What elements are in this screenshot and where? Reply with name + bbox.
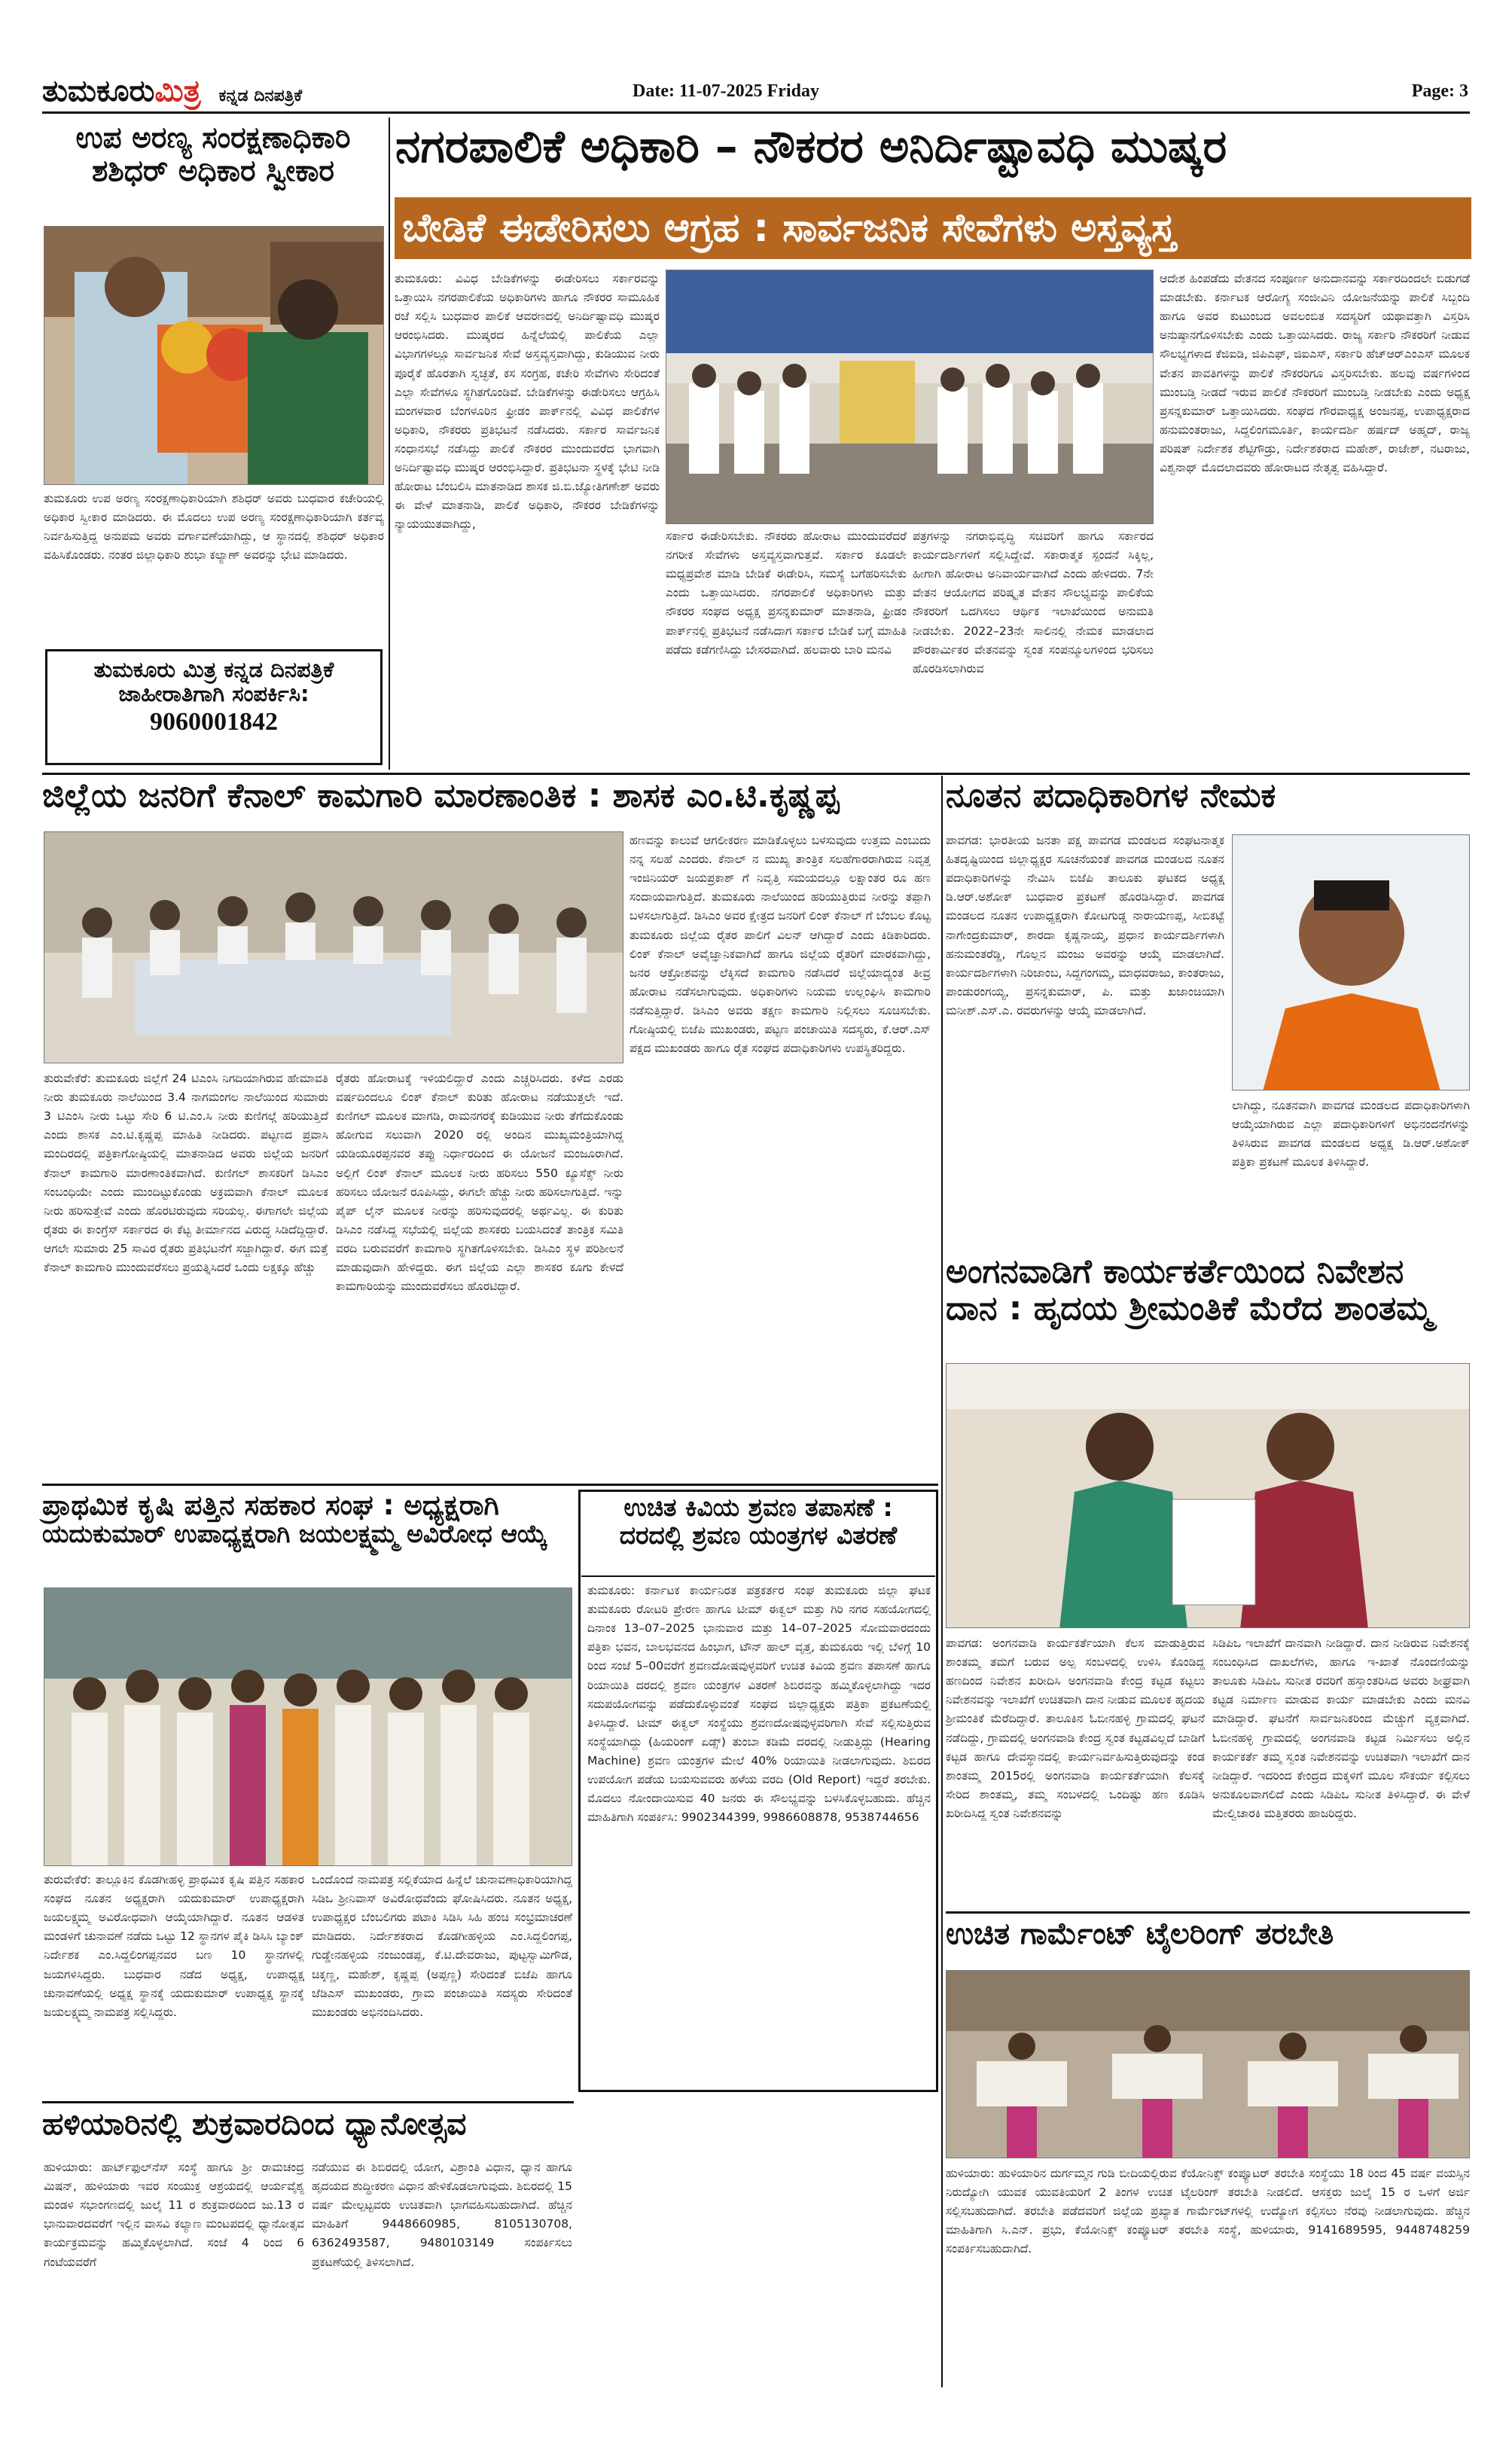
masthead-date: Date: 11-07-2025 Friday — [633, 81, 819, 101]
article1-headline-line2: ಶಶಿಧರ್ ಅಧಿಕಾರ ಸ್ವೀಕಾರ — [91, 154, 335, 188]
article2-col3: ಪತ್ರಗಳನ್ನು ನಗರಾಭಿವೃದ್ಧಿ ಸಚಿವರಿಗೆ ಹಾಗೂ ಸರ್ಕಾರದ ಕಾರ್ಯದರ್ಶಿಗಳಿಗೆ ಸಲ್ಲಿಸಿದ್ದೇವೆ. ಸಕಾರಾತ್ಮಕ ಸ್ಪಂದನೆ ಸಿಕ್ಕಿಲ್ಲ, ಹೀಗಾಗಿ ಹೋರಾಟ ಅನಿವಾರ್ಯವಾಗಿದೆ ಎಂದು ಹೇಳಿದರು. 7ನೇ ವೇತನ ಆಯೋಗದ ಪರಿಷ್ಕೃತ ವೇತನ ಸೌಲಭ್ಯವನ್ನು ಪಾಲಿಕೆಯ ನೌಕರರಿಗೆ ಒದಗಿಸಲು ಆರ್ಥಿಕ ಇಲಾಖೆಯಿಂದ ಅನುಮತಿ ನೀಡಬೇಕು. 2022–23ನೇ ಸಾಲಿನಲ್ಲಿ ನೇಮಕ ಮಾಡಲಾದ ಪೌರಕಾರ್ಮಿಕರ ವೇತನವನ್ನು ಸ್ವಂತ ಸಂಪನ್ಮೂಲಗಳಿಂದ ಭರಿಸಲು ಹೊರಡಿಸಲಾಗಿರುವ — [913, 529, 1154, 676]
article7-headline — [581, 1494, 935, 1572]
masthead-rule — [42, 111, 1470, 114]
article1-photo — [44, 226, 384, 485]
article2-col4: ಆದೇಶ ಹಿಂಪಡೆದು ವೇತನದ ಸಂಪೂರ್ಣ ಅನುದಾನವನ್ನು ಸರ್ಕಾರದಿಂದಲೇ ಬಿಡುಗಡೆ ಮಾಡಬೇಕು. ಕರ್ನಾಟಕ ಆರೋಗ್ಯ ಸಂಜೀವಿನಿ ಯೋಜನೆಯನ್ನು ಪಾಲಿಕೆ ಸಿಬ್ಬಂದಿ ಹಾಗೂ ಅವರ ಕುಟುಂಬದ ಅವಲಂಬಿತ ಸದಸ್ಯರಿಗೆ ಯಥಾವತ್ತಾಗಿ ವಿಸ್ತರಿಸಿ ಅನುಷ್ಠಾನಗೊಳಿಸಬೇಕು ಎಂದು ಒತ್ತಾಯಿಸಿದರು. ರಾಜ್ಯ ಸರ್ಕಾರಿ ನೌಕರರಿಗೆ ನೀಡುವ ಸೌಲಭ್ಯಗಳಾದ ಕೆಜಿಐಡಿ, ಜಿಪಿಎಫ್, ಜಿಐಎಸ್, ಸರ್ಕಾರಿ ಹೆಚ್‌ಆರ್‌ಎಂಎಸ್ ಮೂಲಕ ವೇತನ ಪಾವತಿಗಳನ್ನು ಪಾಲಿಕೆ ನೌಕರರಿಗೂ ವಿಸ್ತರಿಸಬೇಕು. ಹಲವು ವರ್ಷಗಳಿಂದ ಮುಂಬಡ್ತಿ ನೀಡದೆ ಇರುವ ಪಾಲಿಕೆ ನೌಕರರಿಗೆ ಮುಂಬಡ್ತಿ ನೀಡಬೇಕು ಎಂದು ಅಧ್ಯಕ್ಷ ಪ್ರಸನ್ನಕುಮಾರ್ ಒತ್ತಾಯಿಸಿದರು. ಸಂಘದ ಗೌರವಾಧ್ಯಕ್ಷ ಅಂಜನಪ್ಪ, ಉಪಾಧ್ಯಕ್ಷರಾದ ಹನುಮಂತರಾಜು, ಸಿದ್ದಲಿಂಗಮೂರ್ತಿ, ಕಾರ್ಯದರ್ಶಿ ಹರ್ಷದ್ ಅಹ್ಮದ್, ರಾಜ್ಯ ಪರಿಷತ್ ನಿರ್ದೇಶಕ ಶೆಟ್ಟಿಗೌಡ್ರು, ನಿರ್ದೇಶಕರಾದ ಮಹೇಶ್, ರಾಜೇಶ್, ನಟರಾಜು, ವಿಶ್ವನಾಥ್ ಮೊದಲಾದವರು ಹೋರಾಟದ ನೇತೃತ್ವ ವಹಿಸಿದ್ದಾರೆ. — [1160, 272, 1470, 475]
article4-body-top: ಪಾವಗಡ: ಭಾರತೀಯ ಜನತಾ ಪಕ್ಷ ಪಾವಗಡ ಮಂಡಲದ ಸಂಘಟನಾತ್ಮಕ ಹಿತದೃಷ್ಟಿಯಿಂದ ಜಿಲ್ಲಾಧ್ಯಕ್ಷರ ಸೂಚನೆಯಂತೆ ಪಾವಗಡ ಮಂಡಲದ ನೂತನ ಪದಾಧಿಕಾರಿಗಳನ್ನು ನೇಮಿಸಿ ಬಿಜೆಪಿ ತಾಲೂಕು ಘಟಕದ ಅಧ್ಯಕ್ಷ ಡಿ.ಆರ್.ಅಶೋಕ್ ಬುಧವಾರ ಪ್ರಕಟಣೆ ಹೊರಡಿಸಿದ್ದಾರೆ. ಪಾವಗಡ ಮಂಡಲದ ನೂತನ ಉಪಾಧ್ಯಕ್ಷರಾಗಿ ಕೋಟಗುಡ್ಡ ನಾರಾಯಣಪ್ಪ, ಸೀಬಿಕಟ್ಟೆ ನಾಗೇಂದ್ರಕುಮಾರ್, ಶಾರದಾ ಕೃಷ್ಣನಾಯ್ಕ, ಪ್ರಧಾನ ಕಾರ್ಯದರ್ಶಿಗಳಾಗಿ ಹನುಮಂತರೆಡ್ಡಿ, ಗೊಲ್ಲನ ಮಂಜು ಅವರನ್ನು ಆಯ್ಕೆ ಮಾಡಲಾಗಿದೆ. ಕಾರ್ಯದರ್ಶಿಗಳಾಗಿ ನಿರಿಜಾಂಬ, ಸಿದ್ದಗಂಗಮ್ಮ, ಮಾಧವರಾಜು, ಕಾಂತರಾಜು, ಪಾಂಡುರಂಗಯ್ಯ, ಪ್ರಸನ್ನಕುಮಾರ್, ಪಿ. ಮತ್ತು ಖಜಾಂಚಿಯಾಗಿ ಮನೀಶ್.ಎಸ್.ಎ. ರವರುಗಳನ್ನು ಆಯ್ಕೆ ಮಾಡಲಾಗಿದೆ. — [946, 834, 1224, 1017]
section-rule-3 — [42, 2101, 574, 2103]
masthead-page-number: Page: 3 — [1411, 81, 1468, 101]
article6-headline — [42, 1490, 577, 1580]
article3-col3: ಹಣವನ್ನು ಕಾಲುವೆ ಆಗಲೀಕರಣ ಮಾಡಿಕೊಳ್ಳಲು ಬಳಸುವುದು ಉತ್ತಮ ಎಂಬುದು ನನ್ನ ಸಲಹೆ ಎಂದರು. ಕೆನಾಲ್ ನ ಮುಖ್ಯ ತಾಂತ್ರಿಕ ಸಲಹೆಗಾರರಾಗಿರುವ ನಿವೃತ್ತ ಇಂಜಿನಿಯರ್ ಜಯಪ್ರಕಾಶ್ ಗೆ ನಿವೃತ್ತಿ ಸಮಯದಲ್ಲೂ ಲಕ್ಷಾಂತರ ರೂ ಹಣ ಸಂದಾಯವಾಗುತ್ತಿದೆ. ತುಮಕೂರು ನಾಲೆಯಿಂದ ಹರಿಯುತ್ತಿರುವ ನೀರನ್ನು ತಪ್ಪಾಗಿ ಬಳಸಲಾಗುತ್ತಿದೆ. ಡಿಸಿಎಂ ಅವರ ಕ್ಷೇತ್ರದ ಜನರಿಗೆ ಲಿಂಕ್ ಕೆನಾಲ್ ಗೆ ಬೆಂಬಲ ಕೊಟ್ಟ ತುಮಕೂರು ಜಿಲ್ಲೆಯ ರೈತರ ಪಾಲಿಗೆ ವಿಲನ್ ಆಗಿದ್ದಾರೆ ಎಂದು ಕಿಡಿಕಾರಿದರು. ಲಿಂಕ್ ಕೆನಾಲ್ ಅವೈಜ್ಞಾನಿಕವಾಗಿದೆ ಹಾಗೂ ಜಿಲ್ಲೆಯ ರೈತರಿಗೆ ಮಾರಕವಾಗಿದ್ದು, ಜನರ ಆಕ್ರೋಶವನ್ನು ಲೆಕ್ಕಿಸದೆ ಕಾಮಗಾರಿ ನಡೆಸಿದರೆ ಜಿಲ್ಲೆಯಾದ್ಯಂತ ತೀವ್ರ ಹೋರಾಟ ನಡೆಸಲಾಗುವುದು. ಅಧಿಕಾರಿಗಳು ನಿಯಮ ಉಲ್ಲಂಘಿಸಿ ಕಾಮಗಾರಿ ನಡೆಸುತ್ತಿದ್ದಾರೆ. ಡಿಸಿಎಂ ಅವರು ತಕ್ಷಣ ಕಾಮಗಾರಿ ನಿಲ್ಲಿಸಲು ಸೂಚಿಸಬೇಕು. ಗೋಷ್ಠಿಯಲ್ಲಿ ಬಿಜೆಪಿ ಮುಖಂಡರು, ಪಟ್ಟಣ ಪಂಚಾಯಿತಿ ಸದಸ್ಯರು, ಕೆ.ಆರ್.ಎಸ್ ಪಕ್ಷದ ಮುಖಂಡರು ಹಾಗೂ ರೈತ ಸಂಘದ ಪದಾಧಿಕಾರಿಗಳು ಉಪಸ್ಥಿತರಿದ್ದರು. — [629, 834, 931, 1056]
article7-headline-line1: ಉಚಿತ ಕಿವಿಯ ಶ್ರವಣ ತಪಾಸಣೆ : — [623, 1493, 893, 1522]
article7-body: ತುಮಕೂರು: ಕರ್ನಾಟಕ ಕಾರ್ಯನಿರತ ಪತ್ರಕರ್ತರ ಸಂಘ ತುಮಕೂರು ಜಿಲ್ಲಾ ಘಟಕ ತುಮಕೂರು ರೋಟರಿ ಪ್ರೇರಣ ಹಾಗೂ ಟೀಮ್ ಈಕ್ವಲ್ ಮತ್ತು ಗಿರಿ ನಗರ ಸಹಯೋಗದಲ್ಲಿ ದಿನಾಂಕ 13–07–2025 ಭಾನುವಾರ ಮತ್ತು 14–07–2025 ಸೋಮವಾರದಂದು ಪತ್ರಿಕಾ ಭವನ, ಬಾಲಭವನದ ಹಿಂಭಾಗ, ಟೌನ್ ಹಾಲ್ ವೃತ್ತ, ತುಮಕೂರು ಇಲ್ಲಿ ಬೆಳಿಗ್ಗೆ 10 ರಿಂದ ಸಂಜೆ 5–00ವರೆಗೆ ಶ್ರವಣದೋಷವುಳ್ಳವರಿಗೆ ಉಚಿತ ಕಿವಿಯ ಶ್ರವಣ ತಪಾಸಣೆ ಹಾಗೂ ರಿಯಾಯಿತಿ ದರದಲ್ಲಿ ಶ್ರವಣ ಯಂತ್ರಗಳ ವಿತರಣೆ ಶಿಬಿರವನ್ನು ಹಮ್ಮಿಕೊಳ್ಳಲಾಗಿದ್ದು ಇದರ ಸದುಪಯೋಗವನ್ನು ಪಡೆದುಕೊಳ್ಳುವಂತೆ ಸಂಘದ ಜಿಲ್ಲಾಧ್ಯಕ್ಷರು ಪತ್ರಿಕಾ ಪ್ರಕಟಣೆಯಲ್ಲಿ ತಿಳಿಸಿದ್ದಾರೆ. ಟೀಮ್ ಈಕ್ವಲ್ ಸಂಸ್ಥೆಯು ಶ್ರವಣದೋಷವುಳ್ಳವರಿಗಾಗಿ ಸೇವೆ ಸಲ್ಲಿಸುತ್ತಿರುವ ಸಂಸ್ಥೆಯಾಗಿದ್ದು (ಹಿಯರಿಂಗ್ ಏಡ್ಸ್) ತುಂಬಾ ಕಡಿಮೆ ದರದಲ್ಲಿ ನೀಡುತ್ತಿದ್ದು (Hearing Machine) ಶ್ರವಣ ಯಂತ್ರಗಳ ಮೇಲೆ 40% ರಿಯಾಯಿತಿ ನೀಡಲಾಗುವುದು. ಶಿಬಿರದ ಉಪಯೋಗ ಪಡೆಯ ಬಯಸುವವರು ಹಳೆಯ ವರದಿ (Old Report) ಇದ್ದರೆ ತರಬೇಕು. ಮೊದಲು ನೋಂದಾಯಿಸುವ 40 ಜನರು ಈ ಸೌಲಭ್ಯವನ್ನು ಬಳಸಿಕೊಳ್ಳಬಹುದು. ಹೆಚ್ಚಿನ ಮಾಹಿತಿಗಾಗಿ ಸಂಪರ್ಕಿಸಿ: 9902344399, 9986608878, 9538744656 — [587, 1584, 931, 1825]
article3-col1: ತುರುವೇಕೆರೆ: ತುಮಕೂರು ಜಿಲ್ಲೆಗೆ 24 ಟಿಎಂಸಿ ನಿಗದಿಯಾಗಿರುವ ಹೇಮಾವತಿ ನೀರು ತುಮಕೂರು ನಾಲೆಯಿಂದ 3.4 ನಾಗಮಂಗಲ ನಾಲೆಯಿಂದ ಸುಮಾರು 3 ಟಿಎಂಸಿ ನೀರು ಒಟ್ಟು ಸೇರಿ 6 ಟಿ.ಎಂ.ಸಿ ನೀರು ಕುಣಿಗಲ್ಗೆ ಹರಿಯುತ್ತಿದೆ ಎಂದು ಶಾಸಕ ಎಂ.ಟಿ.ಕೃಷ್ಣಪ್ಪ ಮಾಹಿತಿ ನೀಡಿದರು. ಪಟ್ಟಣದ ಪ್ರವಾಸಿ ಮಂದಿರದಲ್ಲಿ ಪತ್ರಿಕಾಗೋಷ್ಠಿಯಲ್ಲಿ ಮಾತನಾಡಿದ ಅವರು ಜಿಲ್ಲೆಯ ಜನರಿಗೆ ಕೆನಾಲ್ ಕಾಮಗಾರಿ ಮಾರಣಾಂತಿಕವಾಗಿದೆ. ಕುಣಿಗಲ್ ಶಾಸಕರಿಗೆ ಡಿಸಿಎಂ ಸಂಬಂಧಿಯೇ ಎಂದು ಮುಂದಿಟ್ಟುಕೊಂಡು ಅಕ್ರಮವಾಗಿ ಕೆನಾಲ್ ಮೂಲಕ ನೀರು ಹರಿಸುತ್ತೇವೆ ಎಂದು ಹೊರಟಿರುವುದು ಸರಿಯಲ್ಲ. ಈಗಾಗಲೇ ಜಿಲ್ಲೆಯ ರೈತರು ಈ ಕಾಂಗ್ರೆಸ್ ಸರ್ಕಾರದ ಈ ಕೆಟ್ಟ ತೀರ್ಮಾನದ ವಿರುದ್ಧ ಸಿಡಿದೆದ್ದಿದ್ದಾರೆ. ಆಗಲೇ ಸುಮಾರು 25 ಸಾವಿರ ರೈತರು ಪ್ರತಿಭಟನೆಗೆ ಸಜ್ಜಾಗಿದ್ದಾರೆ. ಈಗ ಮತ್ತೆ ಕೆನಾಲ್ ಕಾಮಗಾರಿ ಮುಂದುವರೆಸಲು ಪ್ರಯತ್ನಿಸಿದರೆ ಒಂದು ಲಕ್ಷಕ್ಕೂ ಹೆಚ್ಚು — [44, 1072, 328, 1275]
section-rule-1 — [42, 773, 1470, 775]
article5-headline — [946, 1253, 1473, 1359]
section-rule-4 — [946, 1911, 1470, 1914]
article2-photo — [666, 270, 1154, 524]
article2-headline: ನಗರಪಾಲಿಕೆ ಅಧಿಕಾರಿ – ನೌಕರರ ಅನಿರ್ದಿಷ್ಟಾವಧಿ ಮುಷ್ಕರ — [395, 120, 1227, 173]
article8-col1: ಹುಳಿಯಾರು: ಹಾರ್ಟ್‌ಫುಲ್‌ನೆಸ್ ಸಂಸ್ಥೆ ಹಾಗೂ ಶ್ರೀ ರಾಮಚಂದ್ರ ಮಿಷನ್, ಹುಳಿಯಾರು ಇವರ ಸಂಯುಕ್ತ ಆಶ್ರಯದಲ್ಲಿ ಆರ್ಯವೈಶ್ಯ ಮಂಡಳಿ ಸಭಾಂಗಣದಲ್ಲಿ ಜುಲೈ 11 ರ ಶುಕ್ರವಾರದಿಂದ ಜು.13 ರ ಭಾನುವಾರದವರೆಗೆ ಇಲ್ಲಿನ ವಾಸವಿ ಕಲ್ಯಾಣ ಮಂಟಪದಲ್ಲಿ ಧ್ಯಾನೋತ್ಸವ ಕಾರ್ಯಕ್ರಮವನ್ನು ಹಮ್ಮಿಕೊಳ್ಳಲಾಗಿದೆ. ಸಂಜೆ 4 ರಿಂದ 6 ಗಂಟೆಯವರೆಗೆ — [44, 2161, 304, 2269]
column-separator — [941, 776, 943, 2387]
ad-box-line2: ಜಾಹೀರಾತಿಗಾಗಿ ಸಂಪರ್ಕಿಸಿ: — [118, 681, 309, 707]
article2-col1: ತುಮಕೂರು: ವಿವಿಧ ಬೇಡಿಕೆಗಳನ್ನು ಈಡೇರಿಸಲು ಸರ್ಕಾರವನ್ನು ಒತ್ತಾಯಿಸಿ ನಗರಪಾಲಿಕೆಯ ಅಧಿಕಾರಿಗಳು ಹಾಗೂ ನೌಕರರ ಸಾಮೂಹಿಕ ರಜೆ ಸಲ್ಲಿಸಿ ಬುಧವಾರ ಪಾಲಿಕೆ ಆವರಣದಲ್ಲಿ ಅನಿರ್ದಿಷ್ಟಾವಧಿ ಮುಷ್ಕರ ಆರಂಭಿಸಿದರು. ಮುಷ್ಕರದ ಹಿನ್ನೆಲೆಯಲ್ಲಿ ಪಾಲಿಕೆಯ ಎಲ್ಲಾ ವಿಭಾಗಗಳಲ್ಲೂ ಸಾರ್ವಜನಿಕ ಸೇವೆ ಅಸ್ತವ್ಯಸ್ತವಾಗಿದ್ದು, ಕುಡಿಯುವ ನೀರು ಪೂರೈಕೆ ಹೊರತಾಗಿ ಸ್ವಚ್ಛತೆ, ಕಸ ಸಂಗ್ರಹ, ಕಚೇರಿ ಸೇವೆಗಳು ಸೇರಿದಂತೆ ಎಲ್ಲಾ ಸೇವೆಗಳೂ ಸ್ಥಗಿತಗೊಂಡಿವೆ. ಬೇಡಿಕೆಗಳನ್ನು ಈಡೇರಿಸಲು ಆಗ್ರಹಿಸಿ ಮಂಗಳವಾರ ಬೆಂಗಳೂರಿನ ಫ್ರೀಡಂ ಪಾರ್ಕ್‌ನಲ್ಲಿ ವಿವಿಧ ಪಾಲಿಕೆಗಳ ಅಧಿಕಾರಿ, ನೌಕರರು ಪ್ರತಿಭಟನೆ ನಡೆಸಿದರು. ಸರ್ಕಾರ ಸಾರ್ವಜನಿಕ ಸಂಧಾನಸಭೆ ನಡೆಸಿದ್ದು ಪಾಲಿಕೆ ನೌಕರರ ಮುಂದುವರೆದ ಭಾಗವಾಗಿ ಅನಿರ್ದಿಷ್ಟಾವಧಿ ಮುಷ್ಕರ ಆರಂಭಿಸಿದ್ದಾರೆ. ಪ್ರತಿಭಟನಾ ಸ್ಥಳಕ್ಕೆ ಭೇಟಿ ನೀಡಿ ಹೋರಾಟ ಬೆಂಬಲಿಸಿ ಮಾತನಾಡಿದ ಶಾಸಕ ಜಿ.ಬಿ.ಜ್ಯೋತಿಗಣೇಶ್ ಅವರು ಈ ವೇಳೆ ಮಾತನಾಡಿ, ಪಾಲಿಕೆ ಅಧಿಕಾರಿ, ನೌಕರರ ಬೇಡಿಕೆಗಳನ್ನು ನ್ಯಾಯಯುತವಾಗಿದ್ದು, — [395, 272, 660, 532]
article5-headline-line2: ದಾನ : ಹೃದಯ ಶ್ರೀಮಂತಿಕೆ ಮೆರೆದ ಶಾಂತಮ್ಮ — [946, 1289, 1433, 1328]
column-separator — [389, 117, 390, 770]
article9-photo — [946, 1970, 1470, 2158]
section-rule-2 — [42, 1484, 938, 1486]
ad-box-phone: 9060001842 — [150, 707, 278, 736]
logo-text: ತುಮಕೂರು — [42, 74, 155, 108]
article6-col2: ಒಂದೊಂದೆ ನಾಮಪತ್ರ ಸಲ್ಲಿಕೆಯಾದ ಹಿನ್ನೆಲೆ ಚುನಾವಣಾಧಿಕಾರಿಯಾಗಿದ್ದ ಸಿಡಿಒ ಶ್ರೀನಿವಾಸ್ ಅವಿರೋಧವೆಂದು ಘೋಷಿಸಿದರು. ನೂತನ ಅಧ್ಯಕ್ಷ, ಉಪಾಧ್ಯಕ್ಷರ ಬೆಂಬಲಿಗರು ಪಟಾಕಿ ಸಿಡಿಸಿ ಸಿಹಿ ಹಂಚಿ ಸಂಭ್ರಮಾಚರಣೆ ಮಾಡಿದರು. ನಿರ್ದೇಶಕರಾದ ಕೊಡಗೀಹಳ್ಳಿಯ ಎಂ.ಸಿದ್ದಲಿಂಗಪ್ಪ, ಗುಡ್ಡೇನಹಳ್ಳಿಯ ನಂಜುಂಡಪ್ಪ, ಕೆ.ಟಿ.ದೇವರಾಜು, ಪುಟ್ಟಸ್ವಾಮಿಗೌಡ, ಚಿಕ್ಕಣ್ಣ, ಮಹೇಶ್, ಕೃಷ್ಣಪ್ಪ (ಅಪ್ಪಣ್ಣ) ಸೇರಿದಂತೆ ಬಿಜೆಪಿ ಹಾಗೂ ಜೆಡಿಎಸ್ ಮುಖಂಡರು, ಗ್ರಾಮ ಪಂಚಾಯಿತಿ ಸದಸ್ಯರು ಸೇರಿದಂತೆ ಮುಖಂಡರು ಅಭಿನಂದಿಸಿದರು. — [312, 1873, 572, 2019]
article8-headline: ಹಳಿಯಾರಿನಲ್ಲಿ ಶುಕ್ರವಾರದಿಂದ ಧ್ಯಾನೋತ್ಸವ — [42, 2106, 467, 2142]
article4-headline: ನೂತನ ಪದಾಧಿಕಾರಿಗಳ ನೇಮಕ — [946, 776, 1276, 815]
article6-headline-line2: ಯದುಕುಮಾರ್ ಉಪಾಧ್ಯಕ್ಷರಾಗಿ ಜಯಲಕ್ಷ್ಮಮ್ಮ ಅವಿರೋಧ ಆಯ್ಕೆ — [42, 1519, 547, 1549]
article2-col2: ಸರ್ಕಾರ ಈಡೇರಿಸಬೇಕು. ನೌಕರರು ಹೋರಾಟ ಮುಂದುವರೆದರೆ ನಗರೀಕ ಸೇವೆಗಳು ಅಸ್ತವ್ಯಸ್ತವಾಗುತ್ತವೆ. ಸರ್ಕಾರ ಕೂಡಲೇ ಮಧ್ಯಪ್ರವೇಶ ಮಾಡಿ ಬೇಡಿಕೆ ಈಡೇರಿಸಿ, ಸಮಸ್ಯೆ ಬಗೆಹರಿಸಬೇಕು ಎಂದು ಒತ್ತಾಯಿಸಿದರು. ನಗರಪಾಲಿಕೆ ಅಧಿಕಾರಿಗಳು ಮತ್ತು ನೌಕರರ ಸಂಘದ ಅಧ್ಯಕ್ಷ ಪ್ರಸನ್ನಕುಮಾರ್ ಮಾತನಾಡಿ, ಫ್ರೀಡಂ ಪಾರ್ಕ್‌ನಲ್ಲಿ ಪ್ರತಿಭಟನೆ ನಡೆಸಿದಾಗ ಸರ್ಕಾರ ಬೇಡಿಕೆ ಬಗ್ಗೆ ಮಾಹಿತಿ ಪಡೆದು ಕಡೆಗಣಿಸಿದ್ದು ಬೇಸರವಾಗಿದೆ. ಹಲವಾರು ಬಾರಿ ಮನವಿ — [666, 529, 907, 657]
article1-headline — [44, 122, 383, 220]
article6-photo — [44, 1588, 572, 1866]
article2-banner: ಬೇಡಿಕೆ ಈಡೇರಿಸಲು ಆಗ್ರಹ : ಸಾರ್ವಜನಿಕ ಸೇವೆಗಳು ಅಸ್ತವ್ಯಸ್ತ — [395, 197, 1471, 259]
article3-headline: ಜಿಲ್ಲೆಯ ಜನರಿಗೆ ಕೆನಾಲ್ ಕಾಮಗಾರಿ ಮಾರಣಾಂತಿಕ : ಶಾಸಕ ಎಂ.ಟಿ.ಕೃಷ್ಣಪ್ಪ — [42, 776, 840, 815]
article1-body: ತುಮಕೂರು ಉಪ ಅರಣ್ಯ ಸಂರಕ್ಷಣಾಧಿಕಾರಿಯಾಗಿ ಶಶಿಧರ್ ಅವರು ಬುಧವಾರ ಕಚೇರಿಯಲ್ಲಿ ಅಧಿಕಾರ ಸ್ವೀಕಾರ ಮಾಡಿದರು. ಈ ಮೊದಲು ಉಪ ಅರಣ್ಯ ಸಂರಕ್ಷಣಾಧಿಕಾರಿಯಾಗಿ ಕರ್ತವ್ಯ ನಿರ್ವಹಿಸುತ್ತಿದ್ದ ಅನುಪಮ ಅವರು ವರ್ಗಾವಣೆಯಾಗಿದ್ದು, ಆ ಸ್ಥಾನದಲ್ಲಿ ಶಶಿಧರ್ ಅಧಿಕಾರ ವಹಿಸಿಕೊಂಡರು. ನಂತರ ಜಿಲ್ಲಾಧಿಕಾರಿ ಶುಭಾ ಕಲ್ಯಾಣ್ ಅವರನ್ನು ಭೇಟಿ ಮಾಡಿದರು. — [44, 492, 384, 563]
article3-photo — [44, 831, 623, 1063]
article3-col2: ರೈತರು ಹೋರಾಟಕ್ಕೆ ಇಳಿಯಲಿದ್ದಾರೆ ಎಂದು ಎಚ್ಚರಿಸಿದರು. ಕಳೆದ ಎರಡು ವರ್ಷದಿಂದಲೂ ಲಿಂಕ್ ಕೆನಾಲ್ ಕುರಿತು ಹೋರಾಟ ನಡೆಯುತ್ತಲೇ ಇದೆ. ಕುಣಿಗಲ್ ಮೂಲಕ ಮಾಗಡಿ, ರಾಮನಗರಕ್ಕೆ ಕುಡಿಯುವ ನೀರು ತೆಗೆದುಕೊಂಡು ಹೋಗುವ ಸಲುವಾಗಿ 2020 ರಲ್ಲಿ ಅಂದಿನ ಮುಖ್ಯಮಂತ್ರಿಯಾಗಿದ್ದ ಯಡಿಯೂರಪ್ಪನವರ ತಪ್ಪು ನಿರ್ಧಾರದಿಂದ ಈ ಯೋಜನೆ ಮಂಜೂರಾಗಿದೆ. ಅಲ್ಲಿಗೆ ಲಿಂಕ್ ಕೆನಾಲ್ ಮೂಲಕ ನೀರು ಹರಿಸಲು 550 ಕ್ಯೂಸೆಕ್ಸ್ ನೀರು ಹರಿಸಲು ಯೋಜನೆ ರೂಪಿಸಿದ್ದು, ಈಗಲೇ ಹೆಚ್ಚು ನೀರು ಹರಿಸಲಾಗುತ್ತಿದೆ. ಇನ್ನು ಪೈಪ್ ಲೈನ್ ಮೂಲಕ ನೀರನ್ನು ಹರಿಸುವುದರಲ್ಲಿ ಅರ್ಥವಿಲ್ಲ. ಈ ಕುರಿತು ಡಿಸಿಎಂ ನಡೆಸಿದ್ದ ಸಭೆಯಲ್ಲಿ ಜಿಲ್ಲೆಯ ಶಾಸಕರು ಬಯಸಿದಂತೆ ತಾಂತ್ರಿಕ ಸಮಿತಿ ವರದಿ ಬರುವವರೆಗೆ ಕಾಮಗಾರಿ ಸ್ಥಗಿತಗೊಳಿಸಬೇಕು. ಡಿಸಿಎಂ ಸ್ಥಳ ಪರಿಶೀಲನೆ ಮಾಡುವುದಾಗಿ ಹೇಳಿದ್ದರು. ಈಗ ಜಿಲ್ಲೆಯ ಎಲ್ಲಾ ಶಾಸಕರ ಕೂಗು ಕೇಳದೆ ಕಾಮಗಾರಿಯನ್ನು ಮುಂದುವರೆಸಲು ಹೊರಟಿದ್ದಾರೆ. — [336, 1072, 623, 1294]
ad-box-line1: ತುಮಕೂರು ಮಿತ್ರ ಕನ್ನಡ ದಿನಪತ್ರಿಕೆ — [93, 657, 334, 682]
article5-col2: ಸಿಡಿಪಿಒ ಇಲಾಖೆಗೆ ದಾನವಾಗಿ ನೀಡಿದ್ದಾರೆ. ದಾನ ನೀಡಿರುವ ನಿವೇಶನಕ್ಕೆ ಸಂಬಂಧಿಸಿದ ದಾಖಲೆಗಳು, ಹಾಗೂ ಇ-ಖಾತೆ ನೊಂದಣಿಯನ್ನು ತಾಲೂಕು ಸಿಡಿಪಿಒ ಸುನೀತ ರವರಿಗೆ ಹಸ್ತಾಂತರಿಸಿದ ಅವರು ಶೀಘ್ರವಾಗಿ ಕಟ್ಟಡ ನಿರ್ಮಾಣ ಮಾಡುವ ಕಾರ್ಯ ಮಾಡಬೇಕು ಎಂದು ಮನವಿ ಮಾಡಿದ್ದಾರೆ. ಘಟನೆಗೆ ಸಾರ್ವಜನಿಕರಿಂದ ಮೆಚ್ಚುಗೆ ವ್ಯಕ್ತವಾಗಿದೆ. ಓಬೀನಹಳ್ಳಿ ಗ್ರಾಮದಲ್ಲಿ ಅಂಗನವಾಡಿ ಕಟ್ಟಡ ನಿರ್ಮಿಸಲು ಅಲ್ಲಿನ ಕಾರ್ಯಕರ್ತೆ ತಮ್ಮ ಸ್ವಂತ ನಿವೇಶನವನ್ನು ಉಚಿತವಾಗಿ ಇಲಾಖೆಗೆ ದಾನ ನೀಡಿದ್ದಾರೆ. ಇದರಿಂದ ಕೇಂದ್ರದ ಮಕ್ಕಳಿಗೆ ಮೂಲ ಸೌಕರ್ಯ ಕಲ್ಪಿಸಲು ಅನುಕೂಲವಾಗಲಿದೆ ಎಂದು ಸಿಡಿಪಿಒ ಸುನೀತ ತಿಳಿಸಿದ್ದಾರೆ. ಈ ವೇಳೆ ಮೇಲ್ವಿಚಾರಕಿ ಮತ್ತಿತರರು ಹಾಜರಿದ್ದರು. — [1212, 1636, 1470, 1820]
article7-headline-line2: ದರದಲ್ಲಿ ಶ್ರವಣ ಯಂತ್ರಗಳ ವಿತರಣೆ — [619, 1520, 898, 1550]
masthead-logo — [42, 74, 211, 108]
article9-headline: ಉಚಿತ ಗಾರ್ಮೆಂಟ್ ಟೈಲರಿಂಗ್ ತರಬೇತಿ — [946, 1917, 1334, 1951]
article7-rule — [581, 1575, 935, 1577]
masthead-subtitle: ಕನ್ನಡ ದಿನಪತ್ರಿಕೆ — [218, 87, 303, 105]
article1-headline-line1: ಉಪ ಅರಣ್ಯ ಸಂರಕ್ಷಣಾಧಿಕಾರಿ — [75, 121, 351, 155]
article6-col1: ತುರುವೇಕೆರೆ: ತಾಲ್ಲೂಕಿನ ಕೊಡಗೀಹಳ್ಳಿ ಪ್ರಾಥಮಿಕ ಕೃಷಿ ಪತ್ತಿನ ಸಹಕಾರ ಸಂಘದ ನೂತನ ಅಧ್ಯಕ್ಷರಾಗಿ ಯದುಕುಮಾರ್ ಉಪಾಧ್ಯಕ್ಷರಾಗಿ ಜಯಲಕ್ಷ್ಮಮ್ಮ ಅವಿರೋಧವಾಗಿ ಆಯ್ಕೆಯಾಗಿದ್ದಾರೆ. ನೂತನ ಆಡಳಿತ ಮಂಡಳಿಗೆ ಚುನಾವಣೆ ನಡೆದು ಒಟ್ಟು 12 ಸ್ಥಾನಗಳ ಪೈಕಿ ಡಿಸಿಸಿ ಬ್ಯಾಂಕ್ ನಿರ್ದೇಶಕ ಎಂ.ಸಿದ್ದಲಿಂಗಪ್ಪನವರ ಬಣ 10 ಸ್ಥಾನಗಳಲ್ಲಿ ಜಯಗಳಿಸಿದ್ದರು. ಬುಧವಾರ ನಡೆದ ಅಧ್ಯಕ್ಷ, ಉಪಾಧ್ಯಕ್ಷ ಚುನಾವಣೆಯಲ್ಲಿ ಅಧ್ಯಕ್ಷ ಸ್ಥಾನಕ್ಕೆ ಯದುಕುಮಾರ್ ಉಪಾಧ್ಯಕ್ಷ ಸ್ಥಾನಕ್ಕೆ ಜಯಲಕ್ಷ್ಮಮ್ಮ ನಾಮಪತ್ರ ಸಲ್ಲಿಸಿದ್ದರು. — [44, 1873, 304, 2019]
article8-col2: ನಡೆಯುವ ಈ ಶಿಬಿರದಲ್ಲಿ ಯೋಗ, ವಿಶ್ರಾಂತಿ ವಿಧಾನ, ಧ್ಯಾನ ಹಾಗೂ ಹೃದಯದ ಶುದ್ಧೀಕರಣ ವಿಧಾನ ಹೇಳಿಕೊಡಲಾಗುವುದು. ಶಿಬಿರದಲ್ಲಿ 15 ವರ್ಷ ಮೇಲ್ಪಟ್ಟವರು ಉಚಿತವಾಗಿ ಭಾಗವಹಿಸಬಹುದಾಗಿದೆ. ಹೆಚ್ಚಿನ ಮಾಹಿತಿಗೆ 9448660985, 8105130708, 6362493587, 9480103149 ಸಂಪರ್ಕಿಸಲು ಪ್ರಕಟಣೆಯಲ್ಲಿ ತಿಳಿಸಲಾಗಿದೆ. — [312, 2161, 572, 2269]
article9-body: ಹುಳಿಯಾರು: ಹುಳಿಯಾರಿನ ದುರ್ಗಮ್ಮನ ಗುಡಿ ಬೀದಿಯಲ್ಲಿರುವ ಕೆಯೋನಿಕ್ಸ್ ಕಂಪ್ಯೂಟರ್ ತರಬೇತಿ ಸಂಸ್ಥೆಯು 18 ರಿಂದ 45 ವರ್ಷ ವಯಸ್ಸಿನ ನಿರುದ್ಯೋಗಿ ಯುವಕ ಯುವತಿಯರಿಗೆ 2 ತಿಂಗಳ ಉಚಿತ ಟೈಲರಿಂಗ್ ತರಬೇತಿ ನೀಡಲಿದೆ. ಆಸಕ್ತರು ಜುಲೈ 15 ರ ಒಳಗೆ ಅರ್ಜಿ ಸಲ್ಲಿಸಬಹುದಾಗಿದೆ. ತರಬೇತಿ ಪಡೆದವರಿಗೆ ಜಿಲ್ಲೆಯ ಪ್ರಖ್ಯಾತ ಗಾರ್ಮೆಂಟ್‌ಗಳಲ್ಲಿ ಉದ್ಯೋಗ ಕಲ್ಪಿಸಲು ನೆರವು ನೀಡಲಾಗುವುದು. ಹೆಚ್ಚಿನ ಮಾಹಿತಿಗಾಗಿ ಸಿ.ಎನ್. ಪ್ರಭು, ಕೆಯೋನಿಕ್ಸ್ ಕಂಪ್ಯೂಟರ್ ತರಬೇತಿ ಸಂಸ್ಥೆ, ಹುಳಿಯಾರು, 9141689595, 9448748259 ಸಂಪರ್ಕಿಸಬಹುದಾಗಿದೆ. — [946, 2167, 1470, 2256]
article5-headline-line1: ಅಂಗನವಾಡಿಗೆ ಕಾರ್ಯಕರ್ತೆಯಿಂದ ನಿವೇಶನ — [946, 1252, 1404, 1291]
article4-photo — [1232, 834, 1470, 1090]
article4-body-side: ಲಾಗಿದ್ದು, ನೂತನವಾಗಿ ಪಾವಗಡ ಮಂಡಲದ ಪದಾಧಿಕಾರಿಗಳಾಗಿ ಆಯ್ಕೆಯಾಗಿರುವ ಎಲ್ಲಾ ಪದಾಧಿಕಾರಿಗಳಿಗೆ ಅಭಿನಂದನೆಗಳನ್ನು ತಿಳಿಸಿರುವ ಪಾವಗಡ ಮಂಡಲದ ಅಧ್ಯಕ್ಷ ಡಿ.ಆರ್.ಅಶೋಕ್ ಪತ್ರಿಕಾ ಪ್ರಕಟಣೆ ಮೂಲಕ ತಿಳಿಸಿದ್ದಾರೆ. — [1232, 1099, 1470, 1170]
article5-col1: ಪಾವಗಡ: ಅಂಗನವಾಡಿ ಕಾರ್ಯಕರ್ತೆಯಾಗಿ ಕೆಲಸ ಮಾಡುತ್ತಿರುವ ಶಾಂತಮ್ಮ ತಮಗೆ ಬರುವ ಅಲ್ಪ ಸಂಬಳದಲ್ಲಿ ಉಳಿಸಿ ಕೊಂಡಿದ್ದ ಹಣದಿಂದ ನಿವೇಶನ ಖರೀದಿಸಿ ಅಂಗನವಾಡಿ ಕೇಂದ್ರ ಕಟ್ಟಡ ಕಟ್ಟಲು ನಿವೇಶನವನ್ನು ಇಲಾಖೆಗೆ ಉಚಿತವಾಗಿ ದಾನ ನೀಡುವ ಮೂಲಕ ಹೃದಯ ಶ್ರೀಮಂತಿಕೆ ಮೆರೆದಿದ್ದಾರೆ. ತಾಲೂಕಿನ ಓಬೀನಹಳ್ಳಿ ಗ್ರಾಮದಲ್ಲಿ ಘಟನೆ ನಡೆದಿದ್ದು, ಗ್ರಾಮದಲ್ಲಿ ಅಂಗನವಾಡಿ ಕೇಂದ್ರ ಸ್ವಂತ ಕಟ್ಟಡವಿಲ್ಲದೆ ಬಾಡಿಗೆ ಕಟ್ಟಡ ಹಾಗೂ ದೇವಸ್ಥಾನದಲ್ಲಿ ಕಾರ್ಯನಿರ್ವಹಿಸುತ್ತಿರುವುದನ್ನು ಕಂಡ ಶಾಂತಮ್ಮ 2015ರಲ್ಲಿ ಅಂಗನವಾಡಿ ಕಾರ್ಯಕರ್ತೆಯಾಗಿ ಕೆಲಸಕ್ಕೆ ಸೇರಿದ ಶಾಂತಮ್ಮ, ತಮ್ಮ ಸಂಬಳದಲ್ಲಿ ಒಂದಿಷ್ಟು ಹಣ ಕೂಡಿಸಿ ಖರೀದಿಸಿದ್ದ ಸ್ವಂತ ನಿವೇಶನವನ್ನು — [946, 1636, 1205, 1820]
article6-headline-line1: ಪ್ರಾಥಮಿಕ ಕೃಷಿ ಪತ್ತಿನ ಸಹಕಾರ ಸಂಘ : ಅಧ್ಯಕ್ಷರಾಗಿ — [42, 1489, 499, 1521]
article5-photo — [946, 1363, 1470, 1628]
ad-box — [45, 649, 383, 765]
logo-accent-text: ಮಿತ್ರ — [154, 74, 201, 108]
